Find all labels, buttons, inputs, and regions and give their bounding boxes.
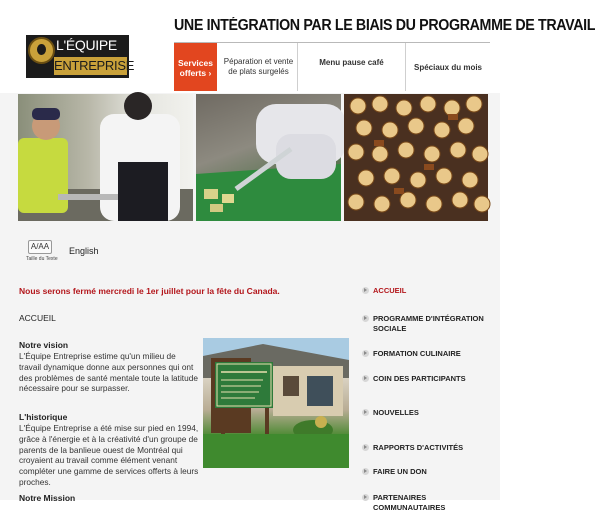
chevron-right-icon [364, 445, 367, 449]
sidebar-item-label: PARTENAIRES COMMUNAUTAIRES [373, 493, 446, 512]
sidebar-item-nouvelles[interactable] [360, 408, 490, 418]
utility-toolbar [26, 238, 146, 268]
history-heading: L'historique [19, 412, 68, 422]
nav-menu-pause-cafe[interactable]: Menu pause café [298, 43, 406, 91]
text-size-label: Taille du Texte [26, 256, 58, 262]
nav-speciaux-du-mois[interactable]: Spéciaux du mois [413, 63, 483, 72]
chevron-right-icon [364, 410, 367, 414]
site-header [0, 0, 595, 93]
nav-services-offerts[interactable]: Services offerts › [174, 43, 217, 91]
logo-text-line2: ENTREPRISE [54, 58, 135, 73]
vision-text: L'Équipe Entreprise estime qu'un milieu de travail dynamique donne aux personnes qui ont des problèmes de santé mentale toute la latitude nécessaire pour se surpasser. [19, 351, 198, 394]
site-logo[interactable] [26, 35, 135, 78]
sidebar-item-label: PROGRAMME D'INTÉGRATION SOCIALE [373, 314, 484, 333]
chevron-right-icon [364, 351, 367, 355]
sidebar-item-formation-culinaire[interactable] [360, 349, 490, 359]
language-link-english[interactable]: English [69, 246, 99, 256]
chevron-right-icon [364, 469, 367, 473]
nav-plats-surgeles[interactable]: Péparation et vente de plats surgelés [220, 43, 298, 91]
text-size-control[interactable] [26, 238, 56, 268]
sidebar-item-label: COIN DES PARTICIPANTS [373, 374, 466, 383]
mission-heading: Notre Mission [19, 493, 76, 503]
chevron-right-icon [364, 316, 367, 320]
page-title: ACCUEIL [19, 313, 56, 323]
pastries-photo [344, 94, 488, 221]
sidebar-item-accueil[interactable] [360, 286, 490, 296]
closure-notice: Nous serons fermé mercredi le 1er juillet pour la fête du Canada. [19, 286, 280, 296]
chevron-right-icon [364, 288, 367, 292]
sidebar-item-label: ACCUEIL [373, 286, 407, 295]
sidebar-item-coin-participants[interactable] [360, 374, 490, 384]
history-text: L'Équipe Entreprise a été mise sur pied en 1994, grâce à l'énergie et à la créativité d'un groupe de parents de la banlieue ouest de Montréal qui croyaient au travail comme élément venant compléter une gamme de services offerts à leurs proches. [19, 423, 199, 487]
main-nav [174, 42, 490, 91]
building-photo [203, 338, 349, 468]
text-size-icon[interactable]: A/AA [28, 240, 52, 254]
logo-text-line1: L'ÉQUIPE [56, 37, 117, 53]
sidebar-item-faire-un-don[interactable] [360, 467, 490, 477]
cutting-vegetables-photo [196, 94, 341, 221]
sidebar-item-label: NOUVELLES [373, 408, 419, 417]
kitchen-workers-photo [18, 94, 193, 221]
site-tagline: UNE INTÉGRATION PAR LE BIAIS DU PROGRAMME DE TRAVAIL [174, 17, 595, 34]
logo-chef-icon [28, 37, 55, 64]
sidebar-item-label: RAPPORTS D'ACTIVITÉS [373, 443, 464, 452]
sidebar-item-integration-sociale[interactable] [360, 314, 490, 334]
sidebar-item-rapports[interactable] [360, 443, 490, 453]
chevron-right-icon [364, 376, 367, 380]
chevron-right-icon [364, 495, 367, 499]
photo-banner [18, 94, 488, 221]
sidebar-item-partenaires[interactable] [360, 493, 490, 513]
vision-heading: Notre vision [19, 340, 69, 350]
sidebar-item-label: FAIRE UN DON [373, 467, 427, 476]
sidebar-item-label: FORMATION CULINAIRE [373, 349, 461, 358]
